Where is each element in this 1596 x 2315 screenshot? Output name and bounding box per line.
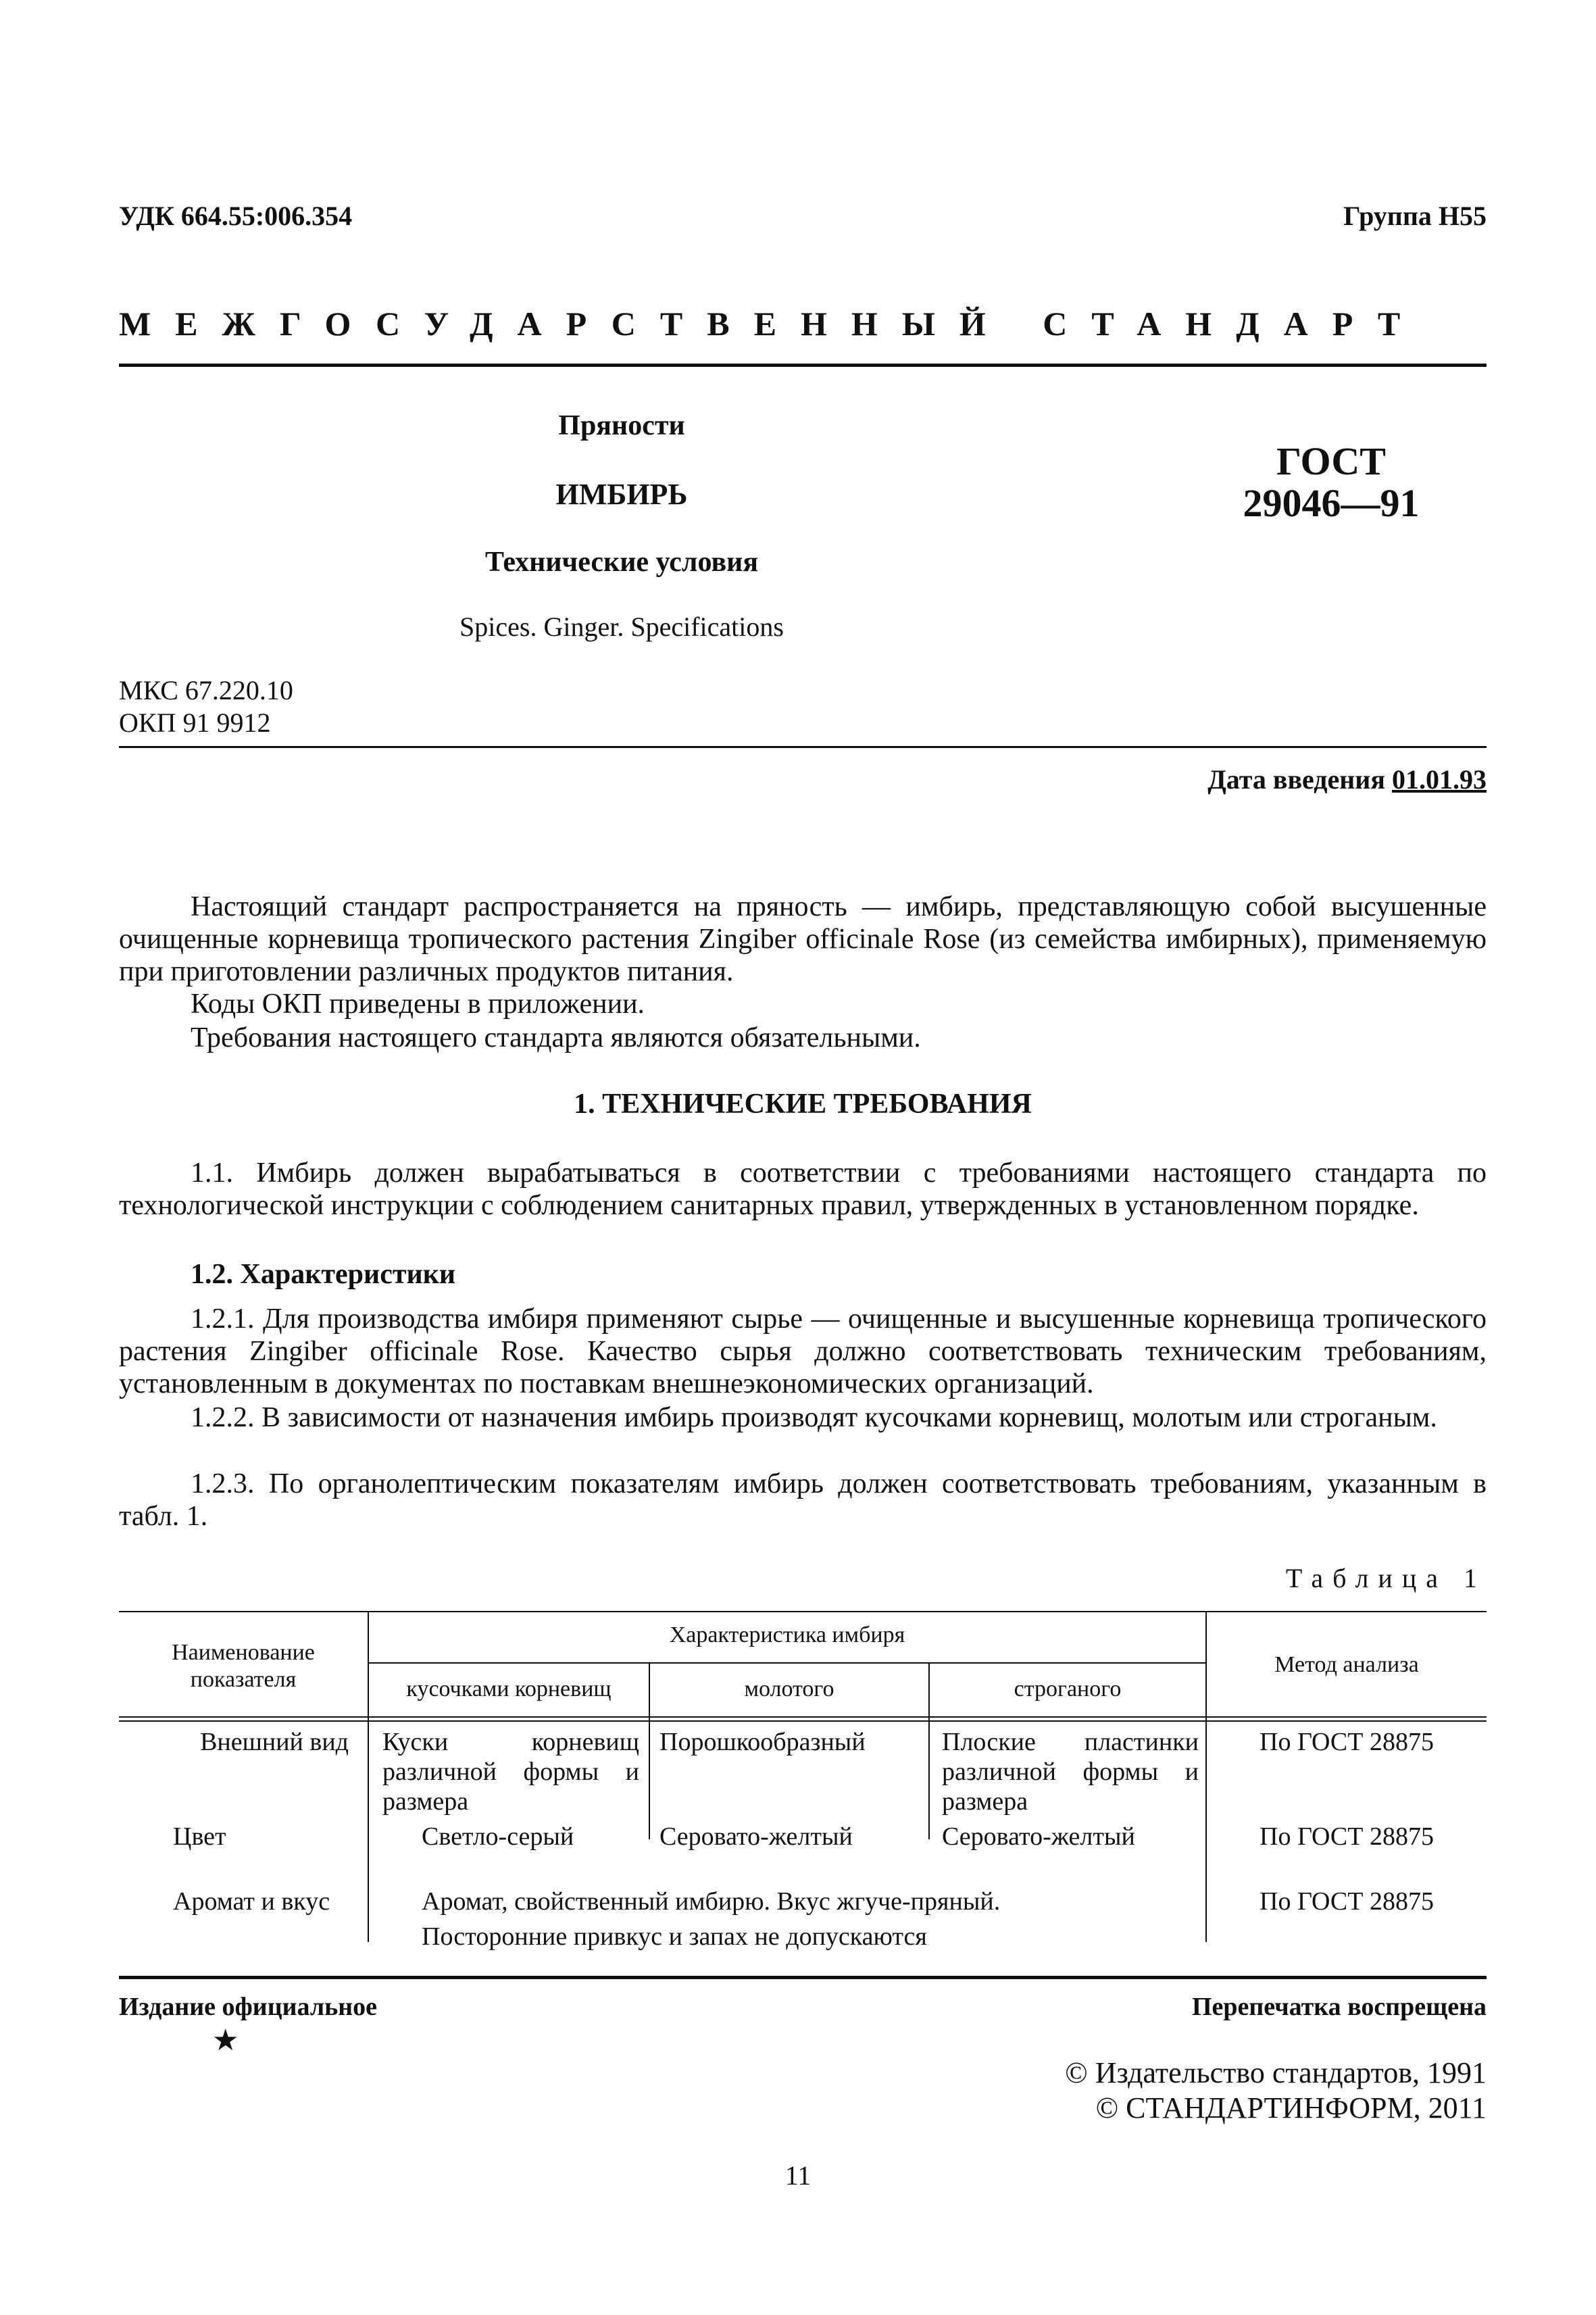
group-code: Группа Н55 xyxy=(1343,201,1487,231)
intro-paragraph-mandatory: Требования настоящего стандарта являются обязательными. xyxy=(191,1022,921,1053)
cell-aroma-line1: Аромат, свойственный имбирю. Вкус жгуче-пряный. xyxy=(422,1887,1001,1916)
document-subtitle: Технические условия xyxy=(484,547,759,578)
cell-ground: Серовато-желтый xyxy=(659,1822,853,1851)
header-shaved: строганого xyxy=(1014,1676,1122,1701)
table-caption: Таблица 1 xyxy=(1285,1563,1487,1593)
page-number: 11 xyxy=(784,2160,812,2191)
table-top-rule xyxy=(119,1611,1487,1612)
clause-1-2-1: 1.2.1. Для производства имбиря применяют сырье — очищенные и высушенные корневища тропического растения Zingiber officinale Rose. Качество сырья должно соответствовать техническим требованиям, установленным в документах по поставкам внешнеэкономических организаций. xyxy=(119,1303,1487,1399)
cell-shaved: Серовато-желтый xyxy=(942,1822,1135,1851)
cell-method: По ГОСТ 28875 xyxy=(1260,1887,1434,1916)
introduction-date xyxy=(1207,764,1487,795)
footer-rule xyxy=(119,1976,1487,1979)
clause-1-2-heading: 1.2. Характеристики xyxy=(191,1259,456,1290)
clause-1-2-3: 1.2.3. По органолептическим показателям имбирь должен соответствовать требованиям, указанным в табл. 1. xyxy=(119,1468,1487,1532)
table-subheader-rule xyxy=(368,1662,1205,1664)
table-row xyxy=(119,1887,1487,1951)
date-label: Дата введения xyxy=(1207,764,1385,795)
cell-indicator: Внешний вид xyxy=(200,1728,349,1756)
cell-aroma-line2: Посторонние привкус и запах не допускаются xyxy=(422,1922,927,1951)
copyright-2011: © СТАНДАРТИНФОРМ, 2011 xyxy=(1095,2091,1487,2124)
copyright-1991: © Издательство стандартов, 1991 xyxy=(1065,2056,1487,2089)
cell-pieces: Куски корневищ различной формы и размера xyxy=(382,1728,639,1816)
gost-label: ГОСТ xyxy=(1276,439,1386,483)
cell-pieces: Светло-серый xyxy=(422,1822,574,1851)
cell-indicator: Цвет xyxy=(173,1822,226,1851)
table-row xyxy=(119,1822,1487,1887)
header-pieces: кусочками корневищ xyxy=(406,1676,612,1701)
section-heading: 1. ТЕХНИЧЕСКИЕ ТРЕБОВАНИЯ xyxy=(574,1089,1032,1120)
cell-indicator: Аромат и вкус xyxy=(173,1887,330,1916)
header-rule xyxy=(119,364,1487,367)
header-characteristic: Характеристика имбиря xyxy=(669,1622,905,1647)
document-category: Пряности xyxy=(558,410,685,441)
header-ground: молотого xyxy=(744,1676,834,1701)
mks-code: МКС 67.220.10 xyxy=(119,675,293,705)
clause-1-2-2: 1.2.2. В зависимости от назначения имбирь производят кусочками корневищ, молотым или строганым. xyxy=(191,1402,1437,1433)
english-title: Spices. Ginger. Specifications xyxy=(459,612,784,642)
official-edition: Издание официальное xyxy=(119,1993,378,2021)
cell-ground: Порошкообразный xyxy=(659,1728,866,1756)
udk-code: УДК 664.55:006.354 xyxy=(119,201,353,231)
clause-1-1: 1.1. Имбирь должен вырабатываться в соответствии с требованиями настоящего стандарта по технологической инструкции с соблюдением санитарных правил, утвержденных в установленном порядке. xyxy=(119,1158,1487,1221)
cell-method: По ГОСТ 28875 xyxy=(1260,1822,1434,1851)
cell-shaved: Плоские пластинки различной формы и размера xyxy=(942,1728,1199,1816)
title-rule xyxy=(119,746,1487,748)
date-value: 01.01.93 xyxy=(1392,764,1487,795)
reprint-notice: Перепечатка воспрещена xyxy=(1191,1993,1487,2021)
star-icon: ★ xyxy=(212,2024,239,2057)
okp-code: ОКП 91 9912 xyxy=(119,707,271,738)
standard-type-heading: МЕЖГОСУДАРСТВЕННЫЙ СТАНДАРТ xyxy=(119,305,1425,343)
document-title: ИМБИРЬ xyxy=(555,478,688,511)
cell-method: По ГОСТ 28875 xyxy=(1260,1728,1434,1756)
intro-paragraph-scope: Настоящий стандарт распространяется на пряность — имбирь, представляющую собой высушенные очищенные корневища тропического растения Zingiber officinale Rose (из семейства имбирных), применяемую при приготовлении различных продуктов питания. xyxy=(119,891,1487,987)
header-method: Метод анализа xyxy=(1274,1652,1419,1677)
intro-paragraph-okp: Коды ОКП приведены в приложении. xyxy=(191,989,645,1020)
table-row xyxy=(119,1727,1487,1822)
table-header-bottom-rule xyxy=(119,1716,1487,1722)
header-indicator: Наименование показателя xyxy=(172,1640,315,1692)
gost-number: 29046—91 xyxy=(1243,481,1420,525)
